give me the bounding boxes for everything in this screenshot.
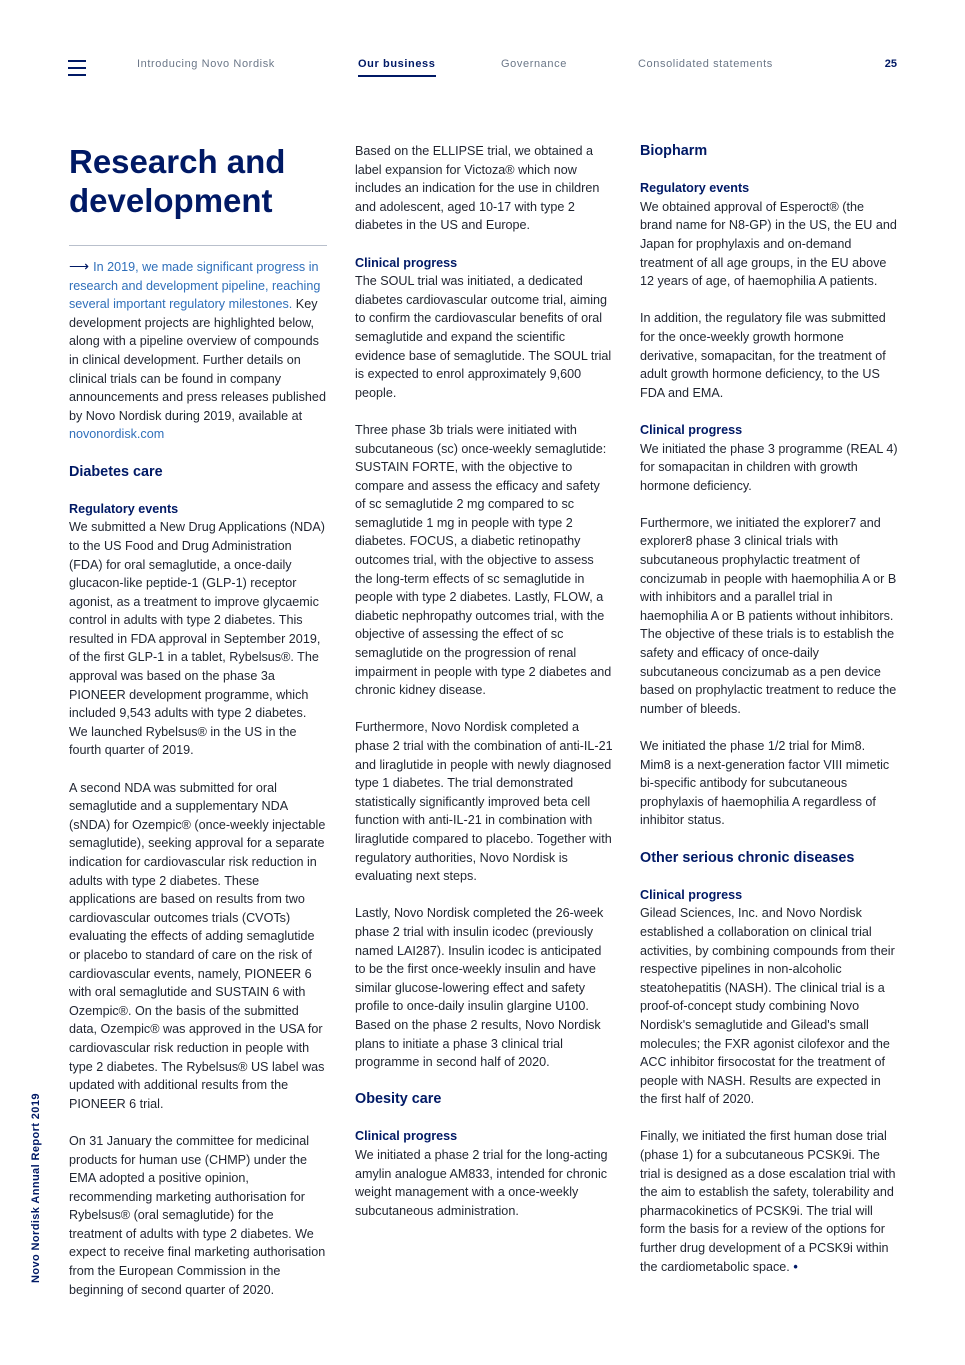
column-2	[355, 142, 613, 1220]
nav-item-our-business[interactable]: Our business	[358, 58, 436, 70]
other-paragraph-1: Gilead Sciences, Inc. and Novo Nordisk established a collaboration on clinical trial activities, by combining compounds from their respective pipelines in non-alcoholic steatohepatitis (NASH). The clinical trial is a proof-of-concept study combining Novo Nordisk's semaglutide and Gilead's small molecules; the FXR agonist cilofexor and the ACC inhibitor firsocostat for the treatment of people with NASH. Results are expected in the first half of 2020.	[640, 906, 895, 1107]
biopharm-paragraph-5: We initiated the phase 1/2 trial for Mim8. Mim8 is a next-generation factor VIII mimetic bi-specific antibody for subcutaneous prophylaxis of haemophilia A regardless of inhibitor status.	[640, 739, 890, 828]
subheading-diabetes-regulatory: Regulatory events	[69, 501, 179, 516]
subheading-biopharm-clinical: Clinical progress	[640, 422, 743, 437]
biopharm-paragraph-4: Furthermore, we initiated the explorer7 and explorer8 phase 3 clinical trials with subcutaneous prophylactic treatment of concizumab in people with haemophilia A or B with inhibitors and a parallel trial in haemophilia A or B patients without inhibitors. The objective of these trials is to establish the safety and efficacy of once-daily subcutaneous concizumab as a pen device based on prophylactic treatment to reduce the number of bleeds.	[640, 515, 897, 716]
nav-item-introducing[interactable]: Introducing Novo Nordisk	[137, 58, 275, 70]
page-title-line-1: Research and	[69, 143, 286, 180]
nav-item-governance[interactable]: Governance	[501, 58, 567, 70]
biopharm-paragraph-2: In addition, the regulatory file was submitted for the once-weekly growth hormone derivative, somapacitan, for the treatment of adult growth hormone deficiency, to the US FDA and EMA.	[640, 311, 886, 400]
subheading-other-clinical: Clinical progress	[640, 887, 743, 902]
novonordisk-link[interactable]: novonordisk.com	[69, 427, 165, 442]
intro-paragraph	[69, 258, 327, 444]
obesity-paragraph-1: We initiated a phase 2 trial for the long-acting amylin analogue AM833, intended for chronic weight management with a once-weekly subcutaneous administration.	[355, 1148, 608, 1218]
end-mark: •	[793, 1259, 798, 1274]
title-divider	[69, 245, 327, 246]
arrow-right-icon: ⟶	[69, 258, 90, 274]
intro-text: Key development projects are highlighted below, along with a pipeline overview of compounds in clinical development. Further details on clinical trials can be found in company announcements and press releases published by Novo Nordisk during 2019, available at	[69, 297, 326, 423]
diabetes-paragraph-5: The SOUL trial was initiated, a dedicated diabetes cardiovascular outcome trial, aiming to confirm the cardiovascular benefits of oral semaglutide and expand the scientific evidence base of semaglutide. The SOUL trial is expected to enrol approximately 9,600 people.	[355, 274, 612, 400]
section-heading-obesity: Obesity care	[355, 1091, 442, 1108]
diabetes-paragraph-8: Lastly, Novo Nordisk completed the 26-week phase 2 trial with insulin icodec (previously named LAI287). Insulin icodec is anticipated to be the first once-weekly insulin and have similar glucose-lowering effect and safety profile to once-daily insulin glargine U100. Based on the phase 2 results, Novo Nordisk plans to initiate a phase 3 clinical trial programme in second half of 2020.	[355, 906, 604, 1070]
hamburger-menu-icon[interactable]	[68, 60, 86, 76]
diabetes-paragraph-6: Three phase 3b trials were initiated with subcutaneous (sc) once-weekly semaglutide: SUSTAIN FORTE, with the objective to compare and assess the efficacy and safety of sc semaglutide 2 mg compared to sc semaglutide 1 mg in people with type 2 diabetes. FOCUS, a diabetic retinopathy outcomes trial, with the objective to assess the long-term effects of sc semaglutide in people with type 2 diabetes. Lastly, FLOW, a diabetic nephropathy outcomes trial, with the objective of assessing the effect of sc semaglutide on the progression of renal impairment in people with type 2 diabetes and chronic kidney disease.	[355, 422, 612, 698]
column-3	[640, 142, 898, 1276]
page-title	[69, 142, 327, 220]
top-navigation	[0, 58, 965, 82]
diabetes-paragraph-3: On 31 January the committee for medicinal products for human use (CHMP) under the EMA adopted a positive opinion, recommending marketing authorisation for Rybelsus® (oral semaglutide) for the treatment of adults with type 2 diabetes. We expect to receive final marketing authorisation from the European Commission in the beginning of second quarter of 2020.	[69, 1133, 326, 1297]
column-1	[69, 142, 327, 1297]
page-number: 25	[884, 58, 897, 70]
intro-highlight: In 2019, we made significant progress in research and development pipeline, reaching several important regulatory milestones.	[69, 260, 321, 312]
section-heading-other-diseases: Other serious chronic diseases	[640, 849, 855, 866]
diabetes-paragraph-1: We submitted a New Drug Applications (NDA) to the US Food and Drug Administration (FDA) for oral semaglutide, a once-daily glucacon-like peptide-1 (GLP-1) receptor agonist, as a treatment to improve glycaemic control in adults with type 2 diabetes. This resulted in FDA approval in September 2019, of the first GLP-1 in a tablet, Rybelsus®. The approval was based on the phase 3a PIONEER development programme, which included 9,543 adults with type 2 diabetes. We launched Rybelsus® in the US in the fourth quarter of 2019.	[69, 520, 325, 758]
biopharm-paragraph-3: We initiated the phase 3 programme (REAL 4) for somapacitan in children with growth hormone deficiency.	[640, 441, 898, 493]
section-heading-diabetes: Diabetes care	[69, 463, 163, 480]
section-heading-biopharm: Biopharm	[640, 143, 708, 159]
biopharm-paragraph-1: We obtained approval of Esperoct® (the brand name for N8-GP) in the US, the EU and Japan for prophylaxis and on-demand treatment of all age groups, in the EU above 12 years of age, of haemophilia A patients.	[640, 199, 897, 289]
subheading-diabetes-clinical: Clinical progress	[355, 255, 458, 270]
report-side-caption: Novo Nordisk Annual Report 2019	[30, 1093, 42, 1283]
diabetes-paragraph-4: Based on the ELLIPSE trial, we obtained a label expansion for Victoza® which now includes an indication for the use in children and adolescent, aged 10-17 with type 2 diabetes in the US and Europe.	[355, 144, 600, 233]
diabetes-paragraph-2: A second NDA was submitted for oral semaglutide and a supplementary NDA (sNDA) for Ozempic® (once-weekly injectable semaglutide), seeking approval for a separate indication for cardiovascular risk reduction in adults with type 2 diabetes. These applications are based on results from two cardiovascular outcomes trials (CVOTs) evaluating the effects of adding semaglutide or placebo to standard of care on the risk of cardiovascular events, namely, PIONEER 6 with oral semaglutide and SUSTAIN 6 with Ozempic®. On the basis of the submitted data, Ozempic® was approved in the USA for cardiovascular risk reduction in people with type 2 diabetes. The Rybelsus® US label was updated with additional results from the PIONEER 6 trial.	[69, 780, 326, 1111]
subheading-obesity-clinical: Clinical progress	[355, 1129, 458, 1144]
diabetes-paragraph-7: Furthermore, Novo Nordisk completed a phase 2 trial with the combination of anti-IL-21 and liraglutide in people with newly diagnosed type 1 diabetes. The trial demonstrated statistically significantly improved beta cell function with anti-IL-21 in combination with liraglutide compared to placebo. Together with regulatory authorities, Novo Nordisk is evaluating next steps.	[355, 720, 613, 884]
other-paragraph-2-text: Finally, we initiated the first human dose trial (phase 1) for a subcutaneous PCSK9i. The trial is designed as a dose escalation trial with the aim to establish the safety, tolerability and pharmacokinetics of PCSK9i. The trial will form the basis for a review of the options for further drug development of a PCSK9i within the cardiometabolic space.	[640, 1129, 896, 1274]
subheading-biopharm-regulatory: Regulatory events	[640, 181, 750, 196]
nav-item-consolidated-statements[interactable]: Consolidated statements	[638, 58, 773, 70]
other-paragraph-2	[640, 1127, 898, 1276]
page-title-line-2: development	[69, 182, 273, 219]
